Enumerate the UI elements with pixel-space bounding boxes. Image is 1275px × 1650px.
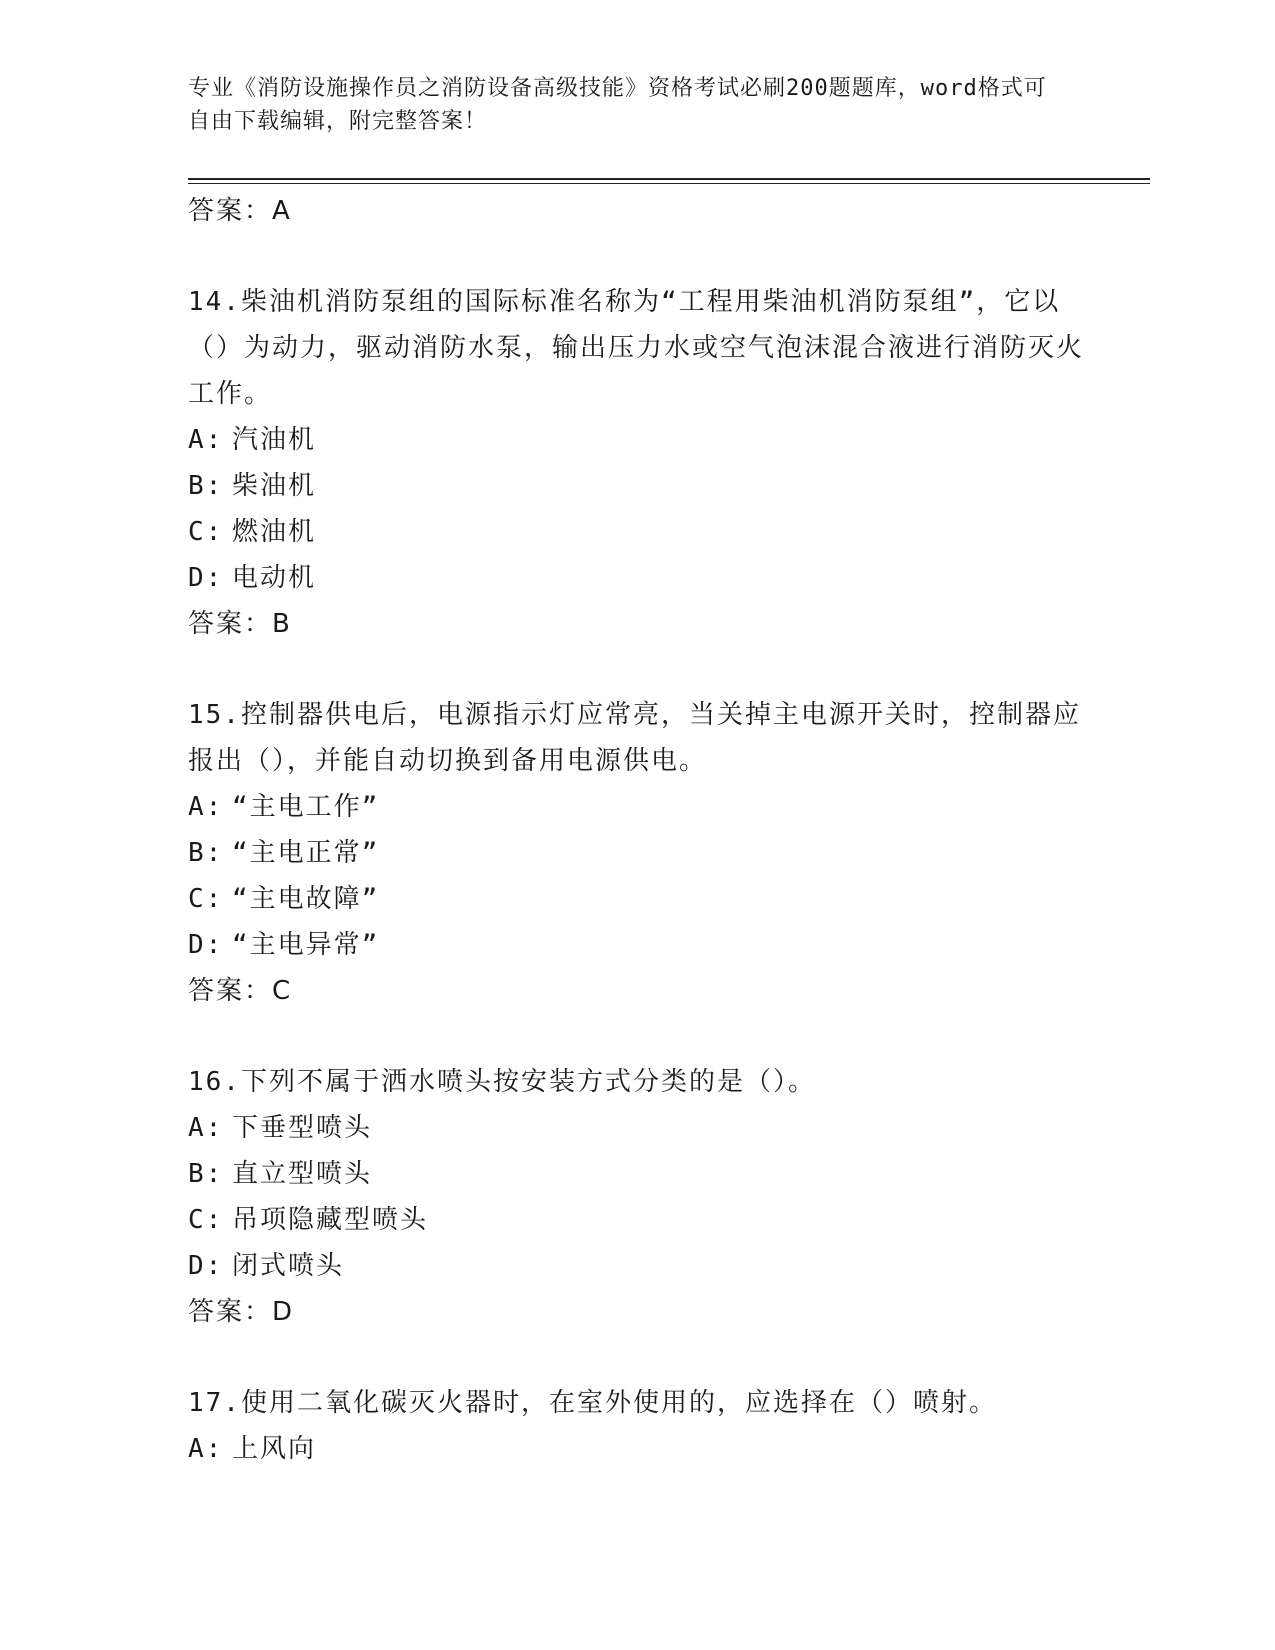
question-stem: 14.柴油机消防泵组的国际标准名称为“工程用柴油机消防泵组”，它以（）为动力，驱动消防水泵，输出压力水或空气泡沫混合液进行消防灭火工作。 — [188, 287, 1085, 409]
option-d — [188, 922, 1088, 968]
option-letter: D: — [188, 930, 224, 960]
header-divider-thin — [188, 183, 1150, 184]
answer-value: A — [272, 196, 292, 226]
option-c — [188, 876, 1088, 922]
option-text: 柴油机 — [232, 471, 317, 501]
option-a — [188, 1426, 1088, 1472]
option-a — [188, 417, 1088, 463]
option-letter: C: — [188, 1205, 224, 1235]
option-text: 下垂型喷头 — [232, 1113, 373, 1143]
option-b — [188, 463, 1088, 509]
option-letter: B: — [188, 1159, 224, 1189]
option-text: 燃油机 — [232, 517, 317, 547]
option-d — [188, 1243, 1088, 1289]
document-header: 专业《消防设施操作员之消防设备高级技能》资格考试必刷200题题库，word格式可自由下载编辑，附完整答案！ — [188, 76, 1047, 134]
option-text: “主电正常” — [232, 838, 380, 868]
option-letter: B: — [188, 838, 224, 868]
answer-value: B — [272, 609, 292, 639]
option-letter: D: — [188, 563, 224, 593]
option-text: 闭式喷头 — [232, 1251, 345, 1281]
option-letter: A: — [188, 1434, 224, 1464]
answer-line — [188, 188, 292, 234]
answer-value: C — [272, 976, 293, 1006]
question-stem: 16.下列不属于洒水喷头按安装方式分类的是（）。 — [188, 1067, 816, 1097]
question-17 — [188, 1380, 1088, 1472]
question-list — [188, 279, 1088, 1517]
option-a — [188, 784, 1088, 830]
option-text: 吊项隐藏型喷头 — [232, 1205, 429, 1235]
option-a — [188, 1105, 1088, 1151]
option-text: “主电故障” — [232, 884, 380, 914]
question-14 — [188, 279, 1088, 647]
answer-label: 答案： — [188, 196, 273, 226]
option-text: 汽油机 — [232, 425, 317, 455]
option-letter: A: — [188, 792, 224, 822]
option-b — [188, 830, 1088, 876]
option-letter: A: — [188, 425, 224, 455]
answer-line — [188, 601, 1088, 647]
header-divider — [188, 178, 1150, 180]
answer-label: 答案： — [188, 609, 273, 639]
option-text: 电动机 — [232, 563, 317, 593]
option-letter: A: — [188, 1113, 224, 1143]
option-text: 上风向 — [232, 1434, 317, 1464]
option-letter: C: — [188, 884, 224, 914]
answer-line — [188, 968, 1088, 1014]
option-letter: C: — [188, 517, 224, 547]
question-stem: 15.控制器供电后，电源指示灯应常亮，当关掉主电源开关时，控制器应报出（），并能自动切换到备用电源供电。 — [188, 700, 1081, 776]
answer-value: D — [272, 1297, 295, 1327]
question-16 — [188, 1059, 1088, 1335]
question-15 — [188, 692, 1088, 1014]
answer-line — [188, 1289, 1088, 1335]
question-stem: 17.使用二氧化碳灭火器时，在室外使用的，应选择在（）喷射。 — [188, 1388, 997, 1418]
option-text: 直立型喷头 — [232, 1159, 373, 1189]
option-letter: D: — [188, 1251, 224, 1281]
option-text: “主电工作” — [232, 792, 380, 822]
option-text: “主电异常” — [232, 930, 380, 960]
option-letter: B: — [188, 471, 224, 501]
answer-label: 答案： — [188, 1297, 273, 1327]
option-c — [188, 1197, 1088, 1243]
answer-label: 答案： — [188, 976, 273, 1006]
option-b — [188, 1151, 1088, 1197]
option-c — [188, 509, 1088, 555]
option-d — [188, 555, 1088, 601]
